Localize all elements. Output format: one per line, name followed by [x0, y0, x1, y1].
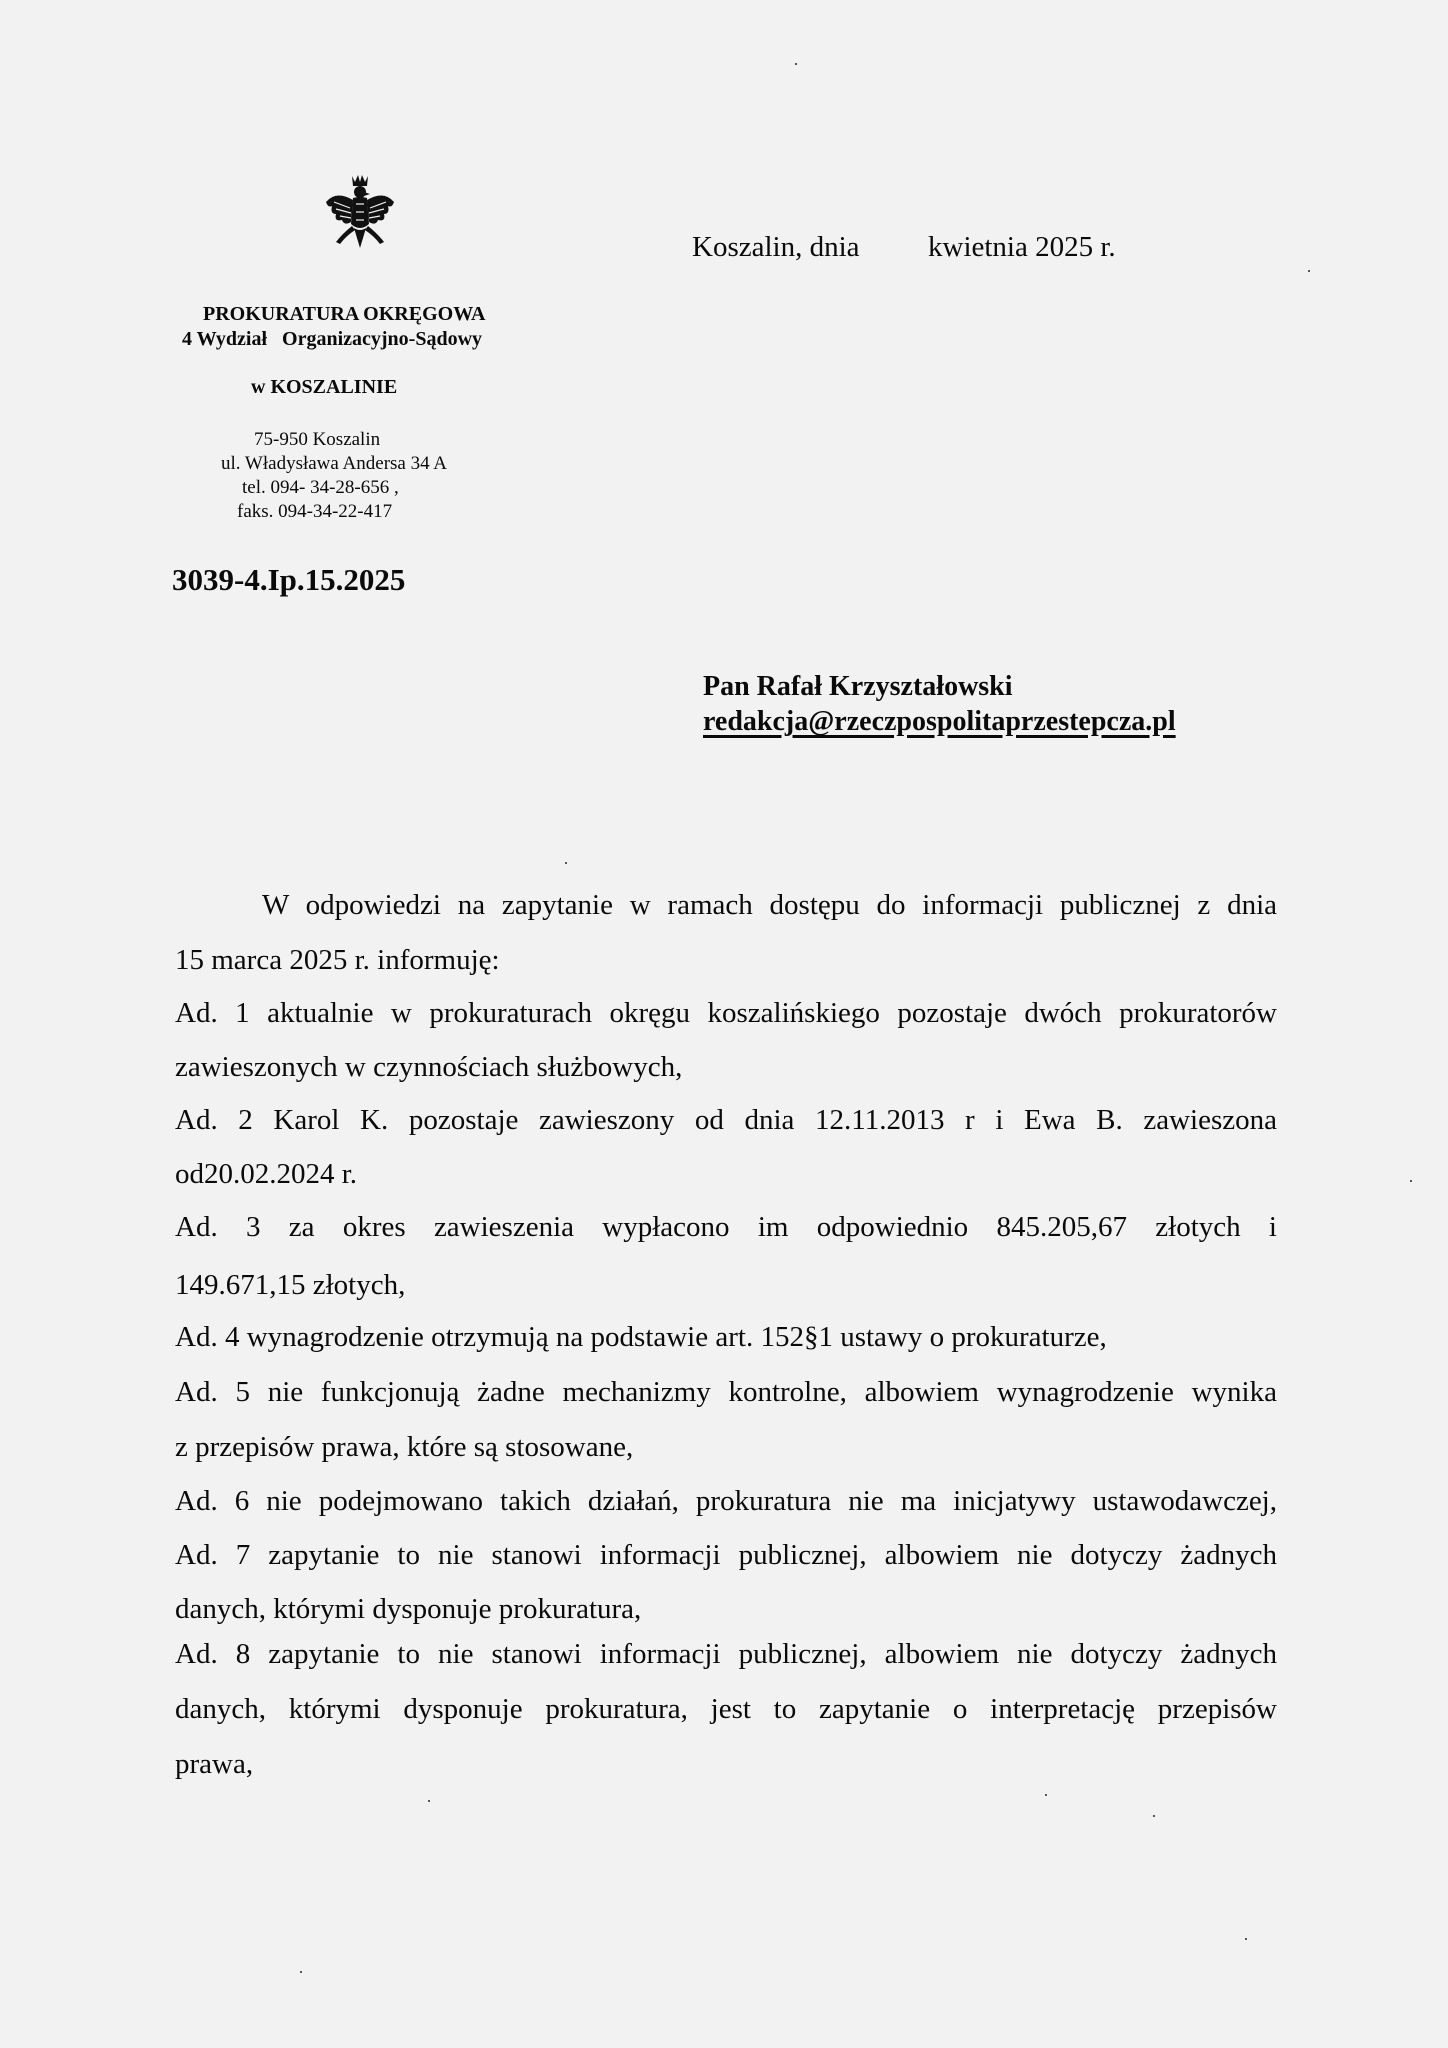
scan-speck — [565, 862, 567, 864]
body-line: Ad. 4 wynagrodzenie otrzymują na podstawie art. 152§1 ustawy o prokuraturze, — [175, 1321, 1107, 1353]
body-line: 149.671,15 złotych, — [175, 1269, 406, 1301]
fax-number: faks. 094-34-22-417 — [237, 501, 393, 522]
body-line: Ad. 1 aktualnie w prokuraturach okręgu koszalińskiego pozostaje dwóch prokuratorów — [175, 997, 1277, 1029]
body-line: Ad. 6 nie podejmowano takich działań, prokuratura nie ma inicjatywy ustawodawczej, — [175, 1485, 1277, 1517]
scan-speck — [795, 63, 797, 65]
institution-name: PROKURATURA OKRĘGOWA — [203, 303, 486, 325]
body-line: Ad. 7 zapytanie to nie stanowi informacji publicznej, albowiem nie dotyczy żadnych — [175, 1539, 1277, 1571]
scan-speck — [1245, 1938, 1247, 1940]
department-name: 4 Wydział Organizacyjno-Sądowy — [182, 328, 483, 350]
date-value: kwietnia 2025 r. — [928, 231, 1116, 263]
phone-number: tel. 094- 34-28-656 , — [242, 477, 399, 498]
body-line: 15 marca 2025 r. informuję: — [175, 944, 500, 976]
case-reference: 3039-4.Ip.15.2025 — [172, 562, 406, 597]
city-line: w KOSZALINIE — [251, 376, 398, 398]
street-address: ul. Władysława Andersa 34 A — [221, 453, 448, 474]
body-line: od20.02.2024 r. — [175, 1158, 358, 1190]
body-line: Ad. 5 nie funkcjonują żadne mechanizmy kontrolne, albowiem wynagrodzenie wynika — [175, 1376, 1277, 1408]
polish-eagle-emblem-icon — [322, 172, 398, 260]
body-line: danych, którymi dysponuje prokuratura, jest to zapytanie o interpretację przepisów — [175, 1693, 1277, 1725]
scan-speck — [1308, 270, 1310, 272]
body-line: Ad. 2 Karol K. pozostaje zawieszony od dnia 12.11.2013 r i Ewa B. zawieszona — [175, 1104, 1277, 1136]
scan-speck — [1153, 1815, 1155, 1817]
body-line: danych, którymi dysponuje prokuratura, — [175, 1593, 642, 1625]
scan-speck — [428, 1800, 430, 1802]
postal-address: 75-950 Koszalin — [254, 429, 381, 450]
scan-speck — [1045, 1794, 1047, 1796]
body-line: Ad. 8 zapytanie to nie stanowi informacji publicznej, albowiem nie dotyczy żadnych — [175, 1638, 1277, 1670]
body-line: W odpowiedzi na zapytanie w ramach dostępu do informacji publicznej z dnia — [262, 889, 1277, 921]
body-line: Ad. 3 za okres zawieszenia wypłacono im odpowiednio 845.205,67 złotych i — [175, 1211, 1277, 1243]
body-line: z przepisów prawa, które są stosowane, — [175, 1431, 634, 1463]
addressee-email-link[interactable]: redakcja@rzeczpospolitaprzestepcza.pl — [703, 706, 1176, 737]
date-place: Koszalin, dnia — [692, 231, 860, 263]
addressee-name: Pan Rafał Krzyształowski — [703, 671, 1013, 702]
scan-speck — [1410, 1180, 1412, 1182]
body-line: zawieszonych w czynnościach służbowych, — [175, 1051, 683, 1083]
body-line: prawa, — [175, 1748, 254, 1780]
scan-speck — [300, 1971, 302, 1973]
